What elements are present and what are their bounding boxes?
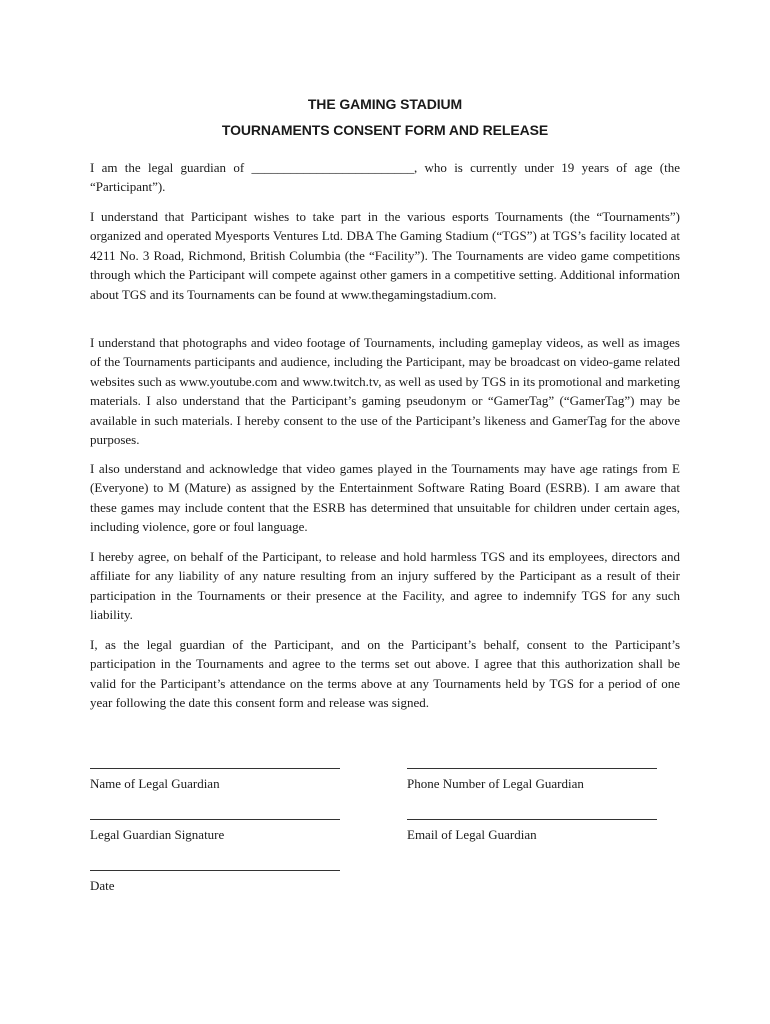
signature-line[interactable]: [407, 811, 657, 820]
guardian-signature-field[interactable]: [90, 811, 340, 844]
paragraph-release-liability: [90, 547, 680, 625]
guardian-name-field[interactable]: [90, 760, 340, 793]
date-field[interactable]: [90, 862, 340, 895]
guardian-signature-label: Legal Guardian Signature: [90, 827, 225, 842]
guardian-phone-field[interactable]: [407, 760, 657, 793]
signature-line[interactable]: [407, 760, 657, 769]
paragraph-guardian-statement: [90, 158, 680, 197]
signature-line[interactable]: [90, 760, 340, 769]
paragraph-text: I am the legal guardian of _________________________, who is currently under 19 years of age (the “Participant”).: [90, 160, 680, 195]
guardian-phone-label: Phone Number of Legal Guardian: [407, 776, 584, 791]
paragraph-age-ratings: [90, 459, 680, 537]
document-title: THE GAMING STADIUM: [307, 96, 463, 112]
paragraph-text: I, as the legal guardian of the Participant, and on the Participant’s behalf, consent to the Participant’s participation in the Tournaments and agree to the terms set out above. I agree that this authorization shall be valid for the Participant’s attendance on the terms above at any Tournaments held by TGS for a period of one year following the date this consent form and release was signed.: [90, 637, 680, 711]
paragraph-text: I understand that photographs and video footage of Tournaments, including gameplay videos, as well as images of the Tournaments participants and audience, including the Participant, may be broadcast on video-game related websites such as www.youtube.com and www.twitch.tv, as well as used by TGS in its promotional and marketing materials. I also understand that the Participant’s gaming pseudonym or “GamerTag” (“GamerTag”) may be available in such materials. I hereby consent to the use of the Participant’s likeness and GamerTag for the above purposes.: [90, 335, 680, 448]
paragraph-consent-validity: [90, 635, 680, 713]
guardian-email-field[interactable]: [407, 811, 657, 844]
guardian-name-label: Name of Legal Guardian: [90, 776, 220, 791]
signature-line[interactable]: [90, 811, 340, 820]
guardian-email-label: Email of Legal Guardian: [407, 827, 537, 842]
paragraph-tournament-description: [90, 207, 680, 304]
date-label: Date: [90, 878, 115, 893]
paragraph-text: I understand that Participant wishes to take part in the various esports Tournaments (the “Tournaments”) organized and operated Myesports Ventures Ltd. DBA The Gaming Stadium (“TGS”) at TGS’s facility located at 4211 No. 3 Road, Richmond, British Columbia (the “Facility”). The Tournaments are video game competitions through which the Participant will compete against other gamers in a competitive setting. Additional information about TGS and its Tournaments can be found at www.thegamingstadium.com.: [90, 209, 680, 302]
document-subtitle: TOURNAMENTS CONSENT FORM AND RELEASE: [221, 122, 549, 138]
paragraph-text: I hereby agree, on behalf of the Participant, to release and hold harmless TGS and its employees, directors and affiliate for any liability of any nature resulting from an injury suffered by the Participant as a result of their participation in the Tournaments or their presence at the Facility, and agree to indemnify TGS for any such liability.: [90, 549, 680, 623]
signature-line[interactable]: [90, 862, 340, 871]
paragraph-media-consent: [90, 333, 680, 449]
paragraph-text: I also understand and acknowledge that video games played in the Tournaments may have age ratings from E (Everyone) to M (Mature) as assigned by the Entertainment Software Rating Board (ESRB). I am aware that these games may include content that the ESRB has determined that unsuitable for children under certain ages, including violence, gore or foul language.: [90, 461, 680, 535]
